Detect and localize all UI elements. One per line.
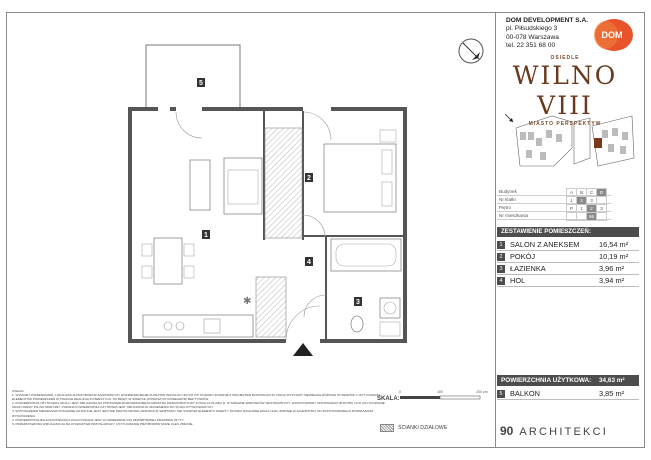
label-apartment-no: Nr mieszkania [497,212,611,220]
room-name: SALON Z ANEKSEM [510,240,580,249]
usable-area-bar [497,375,639,386]
building-key-plan [512,108,637,178]
room-row [497,263,639,275]
dom-logo [590,18,634,52]
apartment-number: 66 [587,213,597,221]
project-tagline: MIASTO PERSPEKTYW [528,121,602,127]
floor-2: 2 [587,205,597,213]
balcony-row [497,388,639,400]
svg-text:200 cm: 200 cm [476,390,488,394]
architects-word: ARCHITEKCI [519,426,608,438]
scale-bar [378,389,490,405]
floor-plan [128,40,418,370]
note-item: 4. POWIERZCHNIA BALKONU/TARASU/LOGGII PODANA JEST W ODNIESIENIU DO ZEWNĘTRZNEJ KRAWĘDZI PŁYTY. [12,417,185,422]
note-item: 5. PRZEDSTAWIONA WIZUALIZACJA MA CHARAKTER PRZYKŁADOWY. USYTUOWANIE PRZYBORÓW MOŻE ULEC ZMIANIE. [12,421,194,426]
room-name: HOL [510,276,526,285]
company-phone: tel. 22 351 68 00 [506,41,556,49]
bed [324,144,396,212]
floor-1: 1 [577,205,587,213]
room-area: 3,96 m² [599,264,625,273]
room-row [497,239,639,251]
note-heading: UWAGA: [12,389,25,393]
balcony-number: 5 [497,390,505,398]
room-tag-5: 5 [199,80,203,87]
svg-text:100: 100 [437,390,443,394]
room-number: 3 [497,265,505,273]
company-street: pl. Piłsudskiego 3 [506,25,558,33]
project-prefix: OSIEDLE [550,55,580,61]
room-area: 3,94 m² [599,276,625,285]
label-floor: Piętro [497,204,611,212]
toilet [351,316,363,332]
rooms-list [497,239,639,287]
kitchen-counter [143,315,253,337]
svg-text:DOM: DOM [601,30,623,40]
location-grid [566,188,607,221]
room-row [497,275,639,287]
floor-3: 3 [597,205,607,213]
staircase-1: 1 [567,197,577,205]
building-b: B [577,189,587,197]
building-d: D [597,189,607,197]
architects-number: 90 [500,424,514,438]
svg-text:✱: ✱ [243,296,252,307]
balcony-area: 3,85 m² [599,389,625,398]
company-info [506,17,588,50]
room-area: 16,54 m² [599,240,629,249]
project-name: WILNO VIII [512,61,618,120]
room-row [497,251,639,263]
apartment-marker [594,138,602,148]
disclaimer-notes [12,389,390,426]
panel-divider [495,12,496,448]
staircase-3: 3 [587,197,597,205]
walls-legend [380,424,447,432]
washing-machine [380,298,400,318]
room-number: 2 [497,253,505,261]
scale-label: SKALA: [377,396,400,402]
room-area: 10,19 m² [599,252,629,261]
label-building: Budynek [497,188,611,196]
shaft-hatched [265,128,302,238]
company-name: DOM DEVELOPMENT S.A. [506,17,589,24]
staircase-2: 2 [577,197,587,205]
entrance-arrow-icon [293,343,313,356]
note-item: 3. WYPOSAŻENIE MIESZKANIA POKAZANE NA RZUCIE JEST JEDYNIE PRZYKŁADOWĄ ARANŻACJĄ WNĘTRZA I NIE STANOWI ELEMENTU OFERTY. ŚCIANKI DZIAŁOWE MOGĄ ULEC ZMIANIE W ZALEŻNOŚCI OD ZASTOSOWANEGO ROZWIĄZANIA WYKOŃCZENIA. [12,409,374,418]
floor-p: P [567,205,577,213]
north-compass-icon [456,36,486,66]
note-item: 1. WYMIARY POMIESZCZEŃ, LOKALIZACJA PRZYBORÓW SANITARNYCH, ROZMIESZCZENIE PUNKTÓW INSTALACYJNYCH ITP. PODANO ZGODNIE Z PROJEKTEM BUDOWLANYM. MOGĄ WYSTĄPIĆ NIEWIELKIE RÓŻNICE WYMIARÓW I USYTUOWANIA ELEMENTÓW POMIESZCZEŃ W TRAKCIE REALIZACJI INWESTYCJI. WYMIARY W ŚWIETLE (PONIŻSZYCH PRZEGRÓD) BEZ TYNKÓW. [12,393,381,402]
building-a: A [567,189,577,197]
rooms-header: ZESTAWIENIE POMIESZCZEŃ: [497,227,639,237]
architects-logo [500,424,608,438]
room-number: 1 [497,241,505,249]
room-tag-1: 1 [204,232,208,239]
room-tag-4: 4 [307,259,311,266]
room-tag-2: 2 [307,175,311,182]
building-c: C [587,189,597,197]
room-name: POKÓJ [510,252,536,261]
sofa [224,158,262,214]
usable-area-value: 34,63 m² [599,377,625,384]
company-city: 00-078 Warszawa [506,33,559,41]
note-item: 2. POWIERZCHNIA UŻYTKOWA LOKALU JEST OBLICZANA NA PODSTAWIE ROZPORZĄDZENIA MINISTRA INFRASTRUKTURY Z DNIA 12.04.2002 R. W SPRAWIE WARUNKÓW TECHNICZNYCH, JAKIM POWINNY ODPOWIADAĆ BUDYNKI I ICH USYTUOWANIE ORAZ NORMY PN-ISO 9836:1997. PODANA POWIERZCHNIA UŻYTKOWA JEST OBLICZONA W ODNIESIENIU DO ŚCIAN OTYNKOWANYCH. [12,401,385,410]
walls-legend-label: ŚCIANKI DZIAŁOWE [398,425,448,431]
svg-text:0: 0 [399,390,401,394]
hatch-swatch [380,424,394,432]
balcony-name: BALKON [510,389,540,398]
room-tag-3: 3 [356,299,360,306]
label-staircase: Nr klatki [497,196,611,204]
room-name: ŁAZIENKA [510,264,546,273]
usable-area-label: POWIERZCHNIA UŻYTKOWA: [501,377,592,384]
room-number: 4 [497,277,505,285]
balcony-outline [146,45,240,109]
coffee-table [190,160,210,210]
dining-table [154,238,182,284]
